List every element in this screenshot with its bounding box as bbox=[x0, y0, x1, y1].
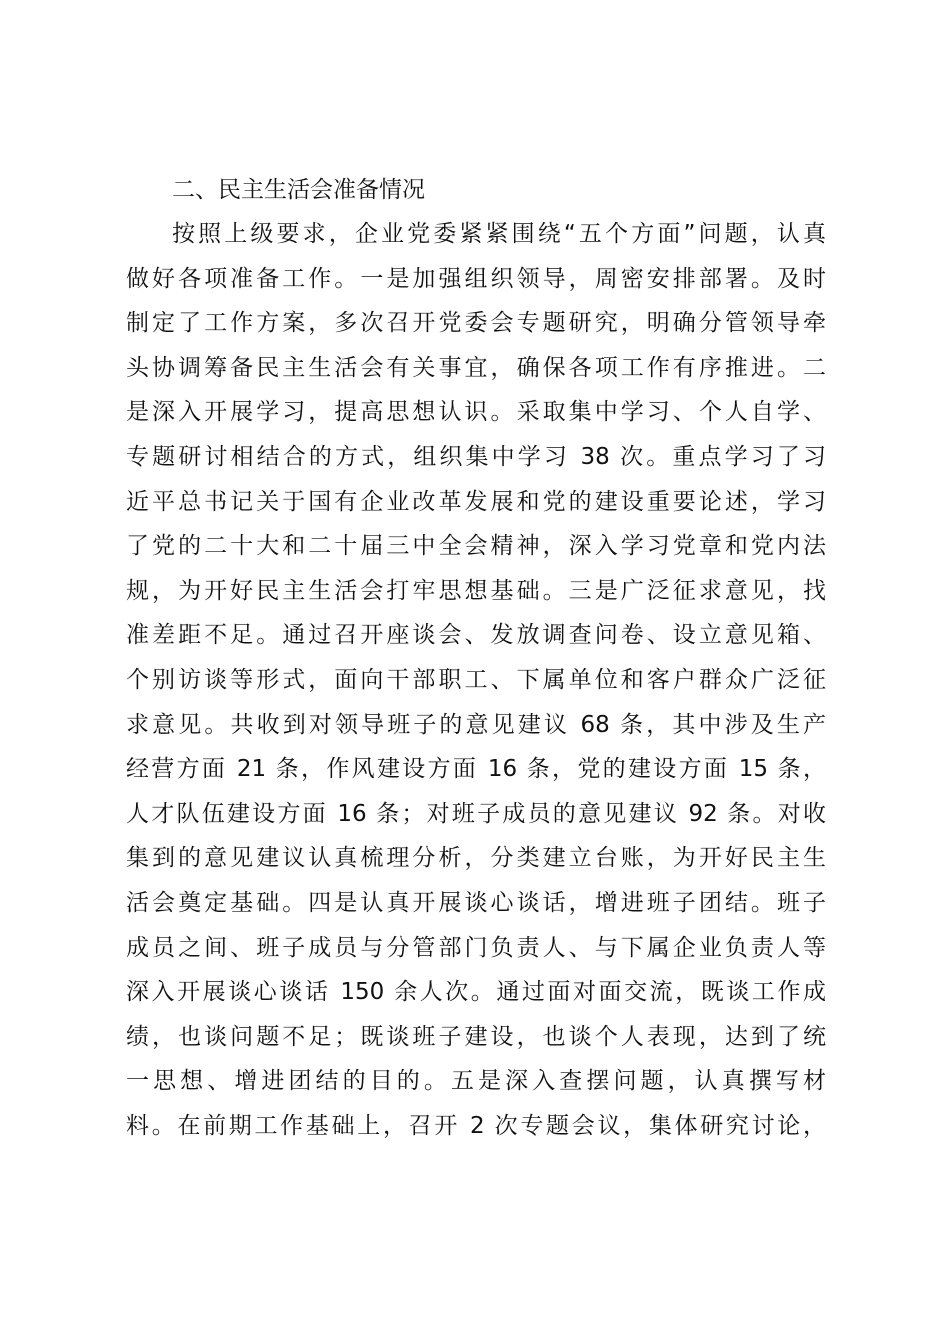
paragraph-line: 一思想、增进团结的目的。五是深入查摆问题，认真撰写材 bbox=[126, 1068, 826, 1095]
paragraph-line: 做好各项准备工作。一是加强组织领导，周密安排部署。及时 bbox=[126, 265, 826, 292]
paragraph-line: 活会奠定基础。四是认真开展谈心谈话，增进班子团结。班子 bbox=[126, 889, 826, 916]
paragraph-line: 人才队伍建设方面 16 条；对班子成员的意见建议 92 条。对收 bbox=[126, 800, 826, 827]
paragraph-line: 是深入开展学习，提高思想认识。采取集中学习、个人自学、 bbox=[126, 399, 826, 426]
paragraph-line: 准差距不足。通过召开座谈会、发放调查问卷、设立意见箱、 bbox=[126, 622, 826, 649]
paragraph-line: 近平总书记关于国有企业改革发展和党的建设重要论述，学习 bbox=[126, 488, 826, 515]
paragraph-line: 按照上级要求，企业党委紧紧围绕“五个方面”问题，认真 bbox=[172, 221, 826, 247]
document-body bbox=[126, 168, 826, 1148]
paragraph-line: 头协调筹备民主生活会有关事宜，确保各项工作有序推进。二 bbox=[126, 354, 826, 381]
paragraph-line: 集到的意见建议认真梳理分析，分类建立台账，为开好民主生 bbox=[126, 845, 826, 872]
section-paragraph bbox=[126, 212, 826, 1148]
paragraph-line: 求意见。共收到对领导班子的意见建议 68 条，其中涉及生产 bbox=[126, 711, 826, 738]
paragraph-line: 绩，也谈问题不足；既谈班子建设，也谈个人表现，达到了统 bbox=[126, 1023, 826, 1050]
paragraph-line: 成员之间、班子成员与分管部门负责人、与下属企业负责人等 bbox=[126, 934, 826, 961]
paragraph-line: 经营方面 21 条，作风建设方面 16 条，党的建设方面 15 条， bbox=[126, 756, 826, 783]
paragraph-line: 制定了工作方案，多次召开党委会专题研究，明确分管领导牵 bbox=[126, 310, 826, 337]
paragraph-line: 专题研讨相结合的方式，组织集中学习 38 次。重点学习了习 bbox=[126, 443, 826, 470]
paragraph-line: 规，为开好民主生活会打牢思想基础。三是广泛征求意见，找 bbox=[126, 577, 826, 604]
paragraph-line: 个别访谈等形式，面向干部职工、下属单位和客户群众广泛征 bbox=[126, 666, 826, 693]
paragraph-line: 了党的二十大和二十届三中全会精神，深入学习党章和党内法 bbox=[126, 533, 826, 560]
paragraph-line: 深入开展谈心谈话 150 余人次。通过面对面交流，既谈工作成 bbox=[126, 979, 826, 1006]
paragraph-line: 料。在前期工作基础上，召开 2 次专题会议，集体研究讨论， bbox=[126, 1112, 826, 1139]
section-heading: 二、民主生活会准备情况 bbox=[172, 177, 425, 203]
